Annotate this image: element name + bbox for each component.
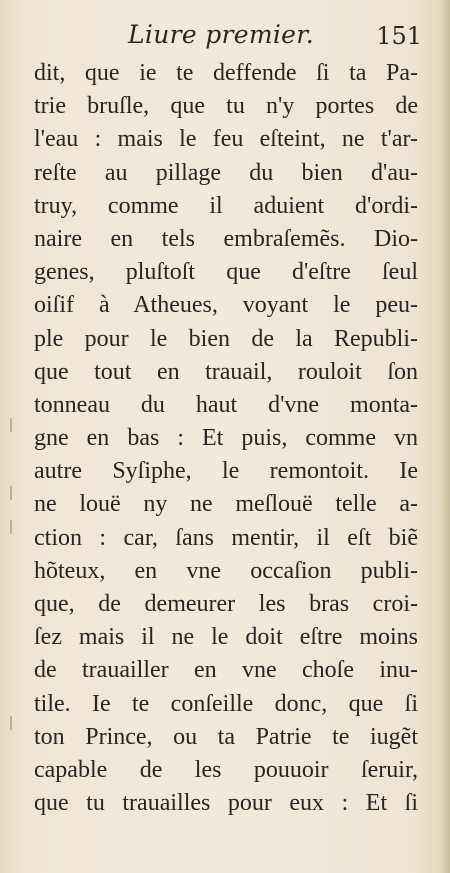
margin-mark: [10, 486, 12, 500]
text-line: hõteux, en vne occaſion publi-: [34, 557, 418, 584]
text-line: ction : car, ſans mentir, il eſt biẽ: [34, 524, 418, 551]
text-line: naire en tels embraſemẽs. Dio-: [34, 225, 418, 252]
body-text: [34, 57, 418, 820]
text-line: ne louë ny ne meſlouë telle a-: [34, 491, 418, 518]
text-line: ton Prince, ou ta Patrie te iugẽt: [34, 723, 418, 750]
text-line: dit, que ie te deffende ſi ta Pa-: [34, 60, 418, 86]
text-line: ſez mais il ne le doit eſtre moins: [34, 624, 418, 651]
text-line: autre Syſiphe, le remontoit. Ie: [34, 458, 418, 485]
running-head-title: Liure premier.: [128, 20, 314, 49]
margin-mark: [10, 418, 12, 432]
text-line: reſte au pillage du bien d'au-: [34, 159, 418, 186]
text-line: que tout en trauail, rouloit ſon: [34, 358, 418, 385]
text-line: capable de les pouuoir ſeruir,: [34, 756, 418, 783]
running-head: [30, 20, 422, 54]
text-line: truy, comme il aduient d'ordi-: [34, 192, 418, 219]
text-line: gne en bas : Et puis, comme vn: [34, 425, 418, 452]
text-line: que, de demeurer les bras croi-: [34, 591, 418, 617]
page-number: 151: [376, 22, 422, 50]
text-line: ple pour le bien de la Republi-: [34, 325, 418, 352]
text-line: que tu trauailles pour eux : Et ſi: [34, 790, 418, 817]
text-line: de trauailler en vne choſe inu-: [34, 657, 418, 684]
margin-mark: [10, 716, 12, 730]
text-line: genes, pluſtoſt que d'eſtre ſeul: [34, 259, 418, 286]
margin-mark: [10, 520, 12, 534]
text-line: tonneau du haut d'vne monta-: [34, 391, 418, 418]
text-line: l'eau : mais le feu eſteint, ne t'ar-: [34, 126, 418, 153]
text-line: oiſif à Atheues, voyant le peu-: [34, 292, 418, 319]
page-edge-shadow: [440, 0, 450, 873]
text-line: trie bruſle, que tu n'y portes de: [34, 93, 418, 120]
text-line: tile. Ie te conſeille donc, que ſi: [34, 690, 418, 717]
